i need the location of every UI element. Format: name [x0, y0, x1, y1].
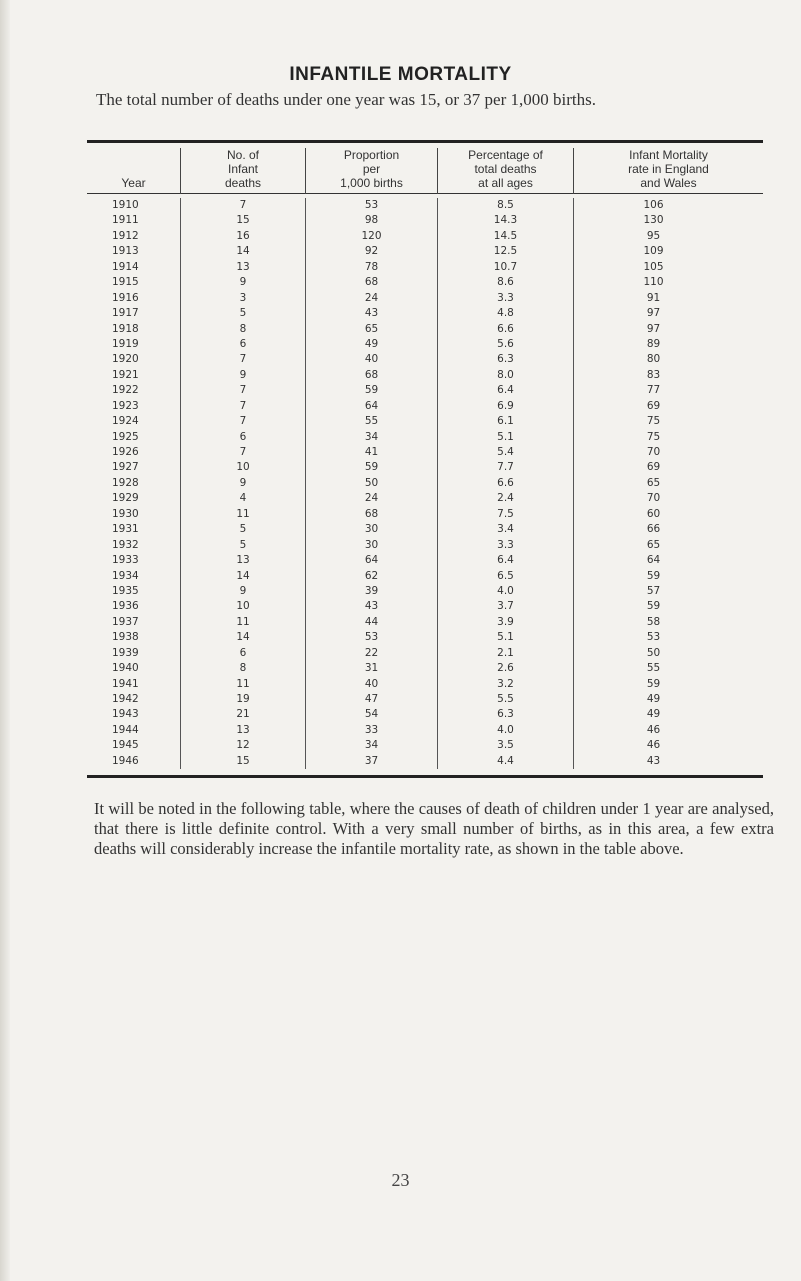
header-rate	[573, 148, 763, 194]
cell-deaths: 9	[239, 584, 247, 597]
cell-year: 1932	[112, 538, 139, 551]
cell-percentage: 3.9	[497, 615, 514, 628]
cell-proportion: 53	[364, 631, 379, 644]
cell-year: 1914	[112, 260, 139, 273]
cell-year: 1921	[112, 368, 139, 381]
cell-year: 1920	[112, 353, 139, 366]
cell-rate: 43	[646, 754, 661, 767]
cell-deaths: 7	[239, 415, 247, 428]
cell-proportion: 33	[364, 723, 379, 736]
header-percentage	[437, 148, 573, 194]
header-year	[87, 148, 180, 194]
cell-percentage: 3.3	[497, 291, 514, 304]
page-number: 23	[391, 1170, 410, 1190]
cell-percentage: 14.3	[493, 214, 518, 227]
cell-percentage: 3.5	[497, 739, 514, 752]
cell-proportion: 37	[364, 754, 379, 767]
cell-rate: 77	[646, 384, 661, 397]
cell-deaths: 15	[236, 214, 250, 227]
cell-proportion: 40	[364, 353, 379, 366]
cell-deaths: 13	[236, 260, 250, 273]
cell-deaths: 9	[239, 368, 247, 381]
mortality-table	[87, 140, 763, 778]
header-rate-line-2: rate in England	[628, 162, 709, 176]
cell-rate: 53	[646, 631, 661, 644]
cell-year: 1942	[112, 693, 139, 705]
cell-percentage: 5.1	[497, 430, 514, 443]
column-percentage	[437, 198, 573, 769]
cell-proportion: 68	[364, 276, 379, 289]
cell-percentage: 7.7	[497, 461, 514, 474]
cell-rate: 59	[646, 569, 661, 582]
cell-year: 1944	[112, 723, 139, 736]
cell-rate: 70	[646, 492, 661, 505]
cell-deaths: 6	[239, 337, 247, 350]
cell-percentage: 10.7	[493, 260, 518, 273]
cell-year: 1917	[112, 307, 139, 320]
cell-rate: 58	[646, 615, 661, 628]
column-proportion	[305, 198, 437, 769]
cell-proportion: 92	[364, 245, 379, 258]
cell-deaths: 9	[239, 476, 247, 489]
table-header	[87, 143, 763, 194]
cell-proportion: 41	[364, 446, 379, 458]
cell-year: 1943	[112, 708, 139, 721]
cell-deaths: 10	[236, 600, 250, 613]
cell-deaths: 8	[239, 322, 247, 335]
cell-year: 1935	[112, 584, 139, 597]
column-year	[87, 198, 180, 769]
cell-percentage: 6.6	[497, 476, 514, 489]
cell-percentage: 7.5	[497, 507, 514, 520]
cell-rate: 80	[646, 353, 661, 366]
cell-rate: 75	[646, 415, 661, 428]
cell-year: 1928	[112, 476, 139, 489]
cell-year: 1918	[112, 322, 139, 335]
header-deaths-line-2: Infant	[227, 162, 259, 176]
cell-proportion: 43	[364, 600, 379, 613]
cell-proportion: 98	[364, 214, 379, 227]
header-proportion	[305, 148, 437, 194]
cell-year: 1930	[112, 507, 139, 520]
cell-proportion: 54	[364, 708, 379, 721]
cell-year: 1931	[112, 523, 139, 536]
cell-proportion: 120	[361, 229, 382, 242]
cell-rate: 95	[646, 229, 661, 242]
cell-year: 1941	[112, 677, 139, 690]
cell-percentage: 6.3	[497, 353, 514, 366]
cell-year: 1945	[112, 739, 139, 752]
header-proportion-line-1: Proportion	[343, 148, 400, 162]
cell-year: 1938	[112, 631, 139, 644]
cell-year: 1946	[112, 754, 139, 767]
cell-proportion: 34	[364, 739, 379, 752]
cell-proportion: 55	[364, 415, 379, 428]
cell-proportion: 50	[364, 476, 379, 489]
cell-percentage: 8.6	[497, 276, 514, 289]
cell-year: 1926	[112, 446, 139, 458]
cell-deaths: 5	[239, 307, 247, 320]
cell-year: 1927	[112, 461, 139, 474]
cell-proportion: 22	[364, 646, 379, 659]
cell-deaths: 11	[236, 615, 250, 628]
cell-rate: 83	[646, 368, 661, 381]
cell-deaths: 7	[239, 353, 247, 366]
cell-deaths: 16	[236, 229, 250, 242]
cell-deaths: 8	[239, 662, 247, 675]
cell-year: 1910	[112, 199, 139, 211]
cell-rate: 66	[646, 523, 661, 536]
cell-percentage: 6.5	[497, 569, 514, 582]
cell-proportion: 59	[364, 461, 379, 474]
cell-deaths: 6	[239, 430, 247, 443]
header-deaths-line-3: deaths	[224, 176, 262, 190]
cell-percentage: 4.8	[497, 307, 514, 320]
cell-rate: 46	[646, 723, 661, 736]
cell-percentage: 5.6	[497, 337, 514, 350]
cell-deaths: 14	[236, 245, 250, 258]
column-rate	[573, 198, 763, 769]
cell-proportion: 64	[364, 399, 379, 412]
cell-percentage: 3.3	[497, 538, 514, 551]
header-proportion-line-3: 1,000 births	[340, 176, 403, 190]
cell-proportion: 64	[364, 554, 379, 567]
cell-percentage: 3.4	[497, 523, 514, 536]
cell-percentage: 6.9	[497, 399, 514, 412]
table-body	[87, 194, 763, 775]
cell-rate: 97	[646, 322, 661, 335]
cell-rate: 59	[646, 677, 661, 690]
cell-year: 1922	[112, 384, 139, 397]
cell-percentage: 4.0	[497, 723, 514, 736]
cell-rate: 109	[643, 245, 664, 258]
cell-year: 1937	[112, 615, 139, 628]
cell-deaths: 21	[236, 708, 250, 721]
cell-percentage: 4.0	[497, 584, 514, 597]
cell-deaths: 3	[239, 291, 247, 304]
cell-proportion: 30	[364, 523, 379, 536]
cell-deaths: 15	[236, 754, 250, 767]
header-percentage-line-2: total deaths	[474, 162, 537, 176]
closing-paragraph: It will be noted in the following table, where the causes of death of children under 1 year are analysed, that there is little definite control. With a very small number of births, as in this area, a few extra deaths will considerably increase the infantile mortality rate, as shown in the table above.	[94, 799, 774, 858]
cell-percentage: 8.0	[497, 368, 514, 381]
cell-percentage: 6.4	[497, 554, 514, 567]
cell-rate: 110	[643, 276, 664, 289]
cell-deaths: 14	[236, 569, 250, 582]
cell-rate: 130	[643, 214, 664, 227]
cell-year: 1919	[112, 337, 139, 350]
cell-percentage: 4.4	[497, 754, 514, 767]
cell-rate: 49	[646, 708, 661, 721]
cell-deaths: 13	[236, 723, 250, 736]
cell-rate: 64	[646, 554, 661, 567]
cell-rate: 106	[643, 199, 664, 211]
cell-rate: 105	[643, 260, 664, 273]
cell-rate: 89	[646, 337, 661, 350]
table-bottom-rule	[87, 775, 763, 778]
cell-proportion: 68	[364, 368, 379, 381]
column-deaths	[180, 198, 305, 769]
header-percentage-line-3: at all ages	[478, 176, 533, 190]
cell-proportion: 53	[364, 199, 379, 211]
cell-percentage: 5.4	[497, 446, 514, 458]
cell-proportion: 24	[364, 291, 379, 304]
header-rate-line-1: Infant Mortality	[629, 148, 708, 162]
cell-proportion: 43	[364, 307, 379, 320]
cell-percentage: 3.2	[497, 677, 514, 690]
cell-deaths: 13	[236, 554, 250, 567]
cell-deaths: 19	[236, 693, 250, 705]
header-deaths-text	[225, 148, 261, 190]
cell-year: 1929	[112, 492, 139, 505]
cell-rate: 65	[646, 476, 661, 489]
cell-deaths: 5	[239, 538, 247, 551]
cell-proportion: 39	[364, 584, 379, 597]
intro-paragraph: The total number of deaths under one year was 15, or 37 per 1,000 births.	[96, 90, 596, 109]
cell-deaths: 14	[236, 631, 250, 644]
cell-proportion: 30	[364, 538, 379, 551]
cell-rate: 46	[646, 739, 661, 752]
cell-deaths: 7	[239, 384, 247, 397]
cell-rate: 50	[646, 646, 661, 659]
cell-percentage: 5.5	[497, 693, 514, 705]
cell-proportion: 47	[364, 693, 379, 705]
cell-rate: 97	[646, 307, 661, 320]
cell-rate: 59	[646, 600, 661, 613]
cell-proportion: 65	[364, 322, 379, 335]
cell-year: 1940	[112, 662, 139, 675]
cell-rate: 65	[646, 538, 661, 551]
cell-year: 1923	[112, 399, 139, 412]
cell-proportion: 68	[364, 507, 379, 520]
cell-proportion: 40	[364, 677, 379, 690]
cell-percentage: 6.3	[497, 708, 514, 721]
cell-year: 1939	[112, 646, 139, 659]
cell-deaths: 11	[236, 677, 250, 690]
cell-rate: 70	[646, 446, 661, 458]
cell-percentage: 8.5	[497, 199, 514, 211]
page-title: INFANTILE MORTALITY	[289, 64, 512, 85]
cell-proportion: 62	[364, 569, 379, 582]
header-year-text: Year	[121, 176, 146, 190]
cell-deaths: 5	[239, 523, 247, 536]
cell-deaths: 7	[239, 446, 247, 458]
cell-deaths: 9	[239, 276, 247, 289]
cell-deaths: 11	[236, 507, 250, 520]
header-deaths-line-1: No. of	[226, 148, 259, 162]
cell-rate: 49	[646, 693, 661, 705]
cell-deaths: 4	[239, 492, 247, 505]
cell-year: 1933	[112, 554, 139, 567]
cell-deaths: 10	[236, 461, 250, 474]
cell-proportion: 78	[364, 260, 379, 273]
header-proportion-line-2: per	[362, 162, 381, 176]
cell-rate: 75	[646, 430, 661, 443]
cell-rate: 69	[646, 399, 661, 412]
cell-rate: 57	[646, 584, 661, 597]
cell-percentage: 5.1	[497, 631, 514, 644]
cell-percentage: 2.6	[497, 662, 514, 675]
header-percentage-text	[468, 148, 543, 190]
cell-year: 1916	[112, 291, 139, 304]
cell-year: 1911	[112, 214, 139, 227]
cell-percentage: 6.1	[497, 415, 514, 428]
cell-percentage: 2.4	[497, 492, 514, 505]
cell-rate: 69	[646, 461, 661, 474]
cell-year: 1936	[112, 600, 139, 613]
cell-year: 1934	[112, 569, 139, 582]
cell-year: 1913	[112, 245, 139, 258]
cell-deaths: 6	[239, 646, 247, 659]
header-rate-text	[628, 148, 709, 190]
cell-year: 1925	[112, 430, 139, 443]
cell-proportion: 44	[364, 615, 379, 628]
cell-deaths: 7	[239, 399, 247, 412]
cell-percentage: 2.1	[497, 646, 514, 659]
page-binding-edge	[0, 0, 10, 1281]
cell-percentage: 12.5	[493, 245, 518, 258]
cell-proportion: 34	[364, 430, 379, 443]
cell-proportion: 31	[364, 662, 379, 675]
cell-proportion: 24	[364, 492, 379, 505]
cell-deaths: 12	[236, 739, 250, 752]
header-proportion-text	[340, 148, 403, 190]
cell-rate: 60	[646, 507, 661, 520]
header-deaths	[180, 148, 305, 194]
header-rate-line-3: and Wales	[640, 176, 697, 190]
cell-percentage: 6.4	[497, 384, 514, 397]
cell-proportion: 49	[364, 337, 379, 350]
cell-proportion: 59	[364, 384, 379, 397]
cell-rate: 91	[646, 291, 661, 304]
header-percentage-line-1: Percentage of	[468, 148, 543, 162]
cell-deaths: 7	[239, 199, 247, 211]
cell-year: 1915	[112, 276, 139, 289]
cell-percentage: 6.6	[497, 322, 514, 335]
cell-percentage: 3.7	[497, 600, 514, 613]
cell-year: 1924	[112, 415, 139, 428]
cell-year: 1912	[112, 229, 139, 242]
cell-percentage: 14.5	[493, 229, 518, 242]
cell-rate: 55	[646, 662, 661, 675]
